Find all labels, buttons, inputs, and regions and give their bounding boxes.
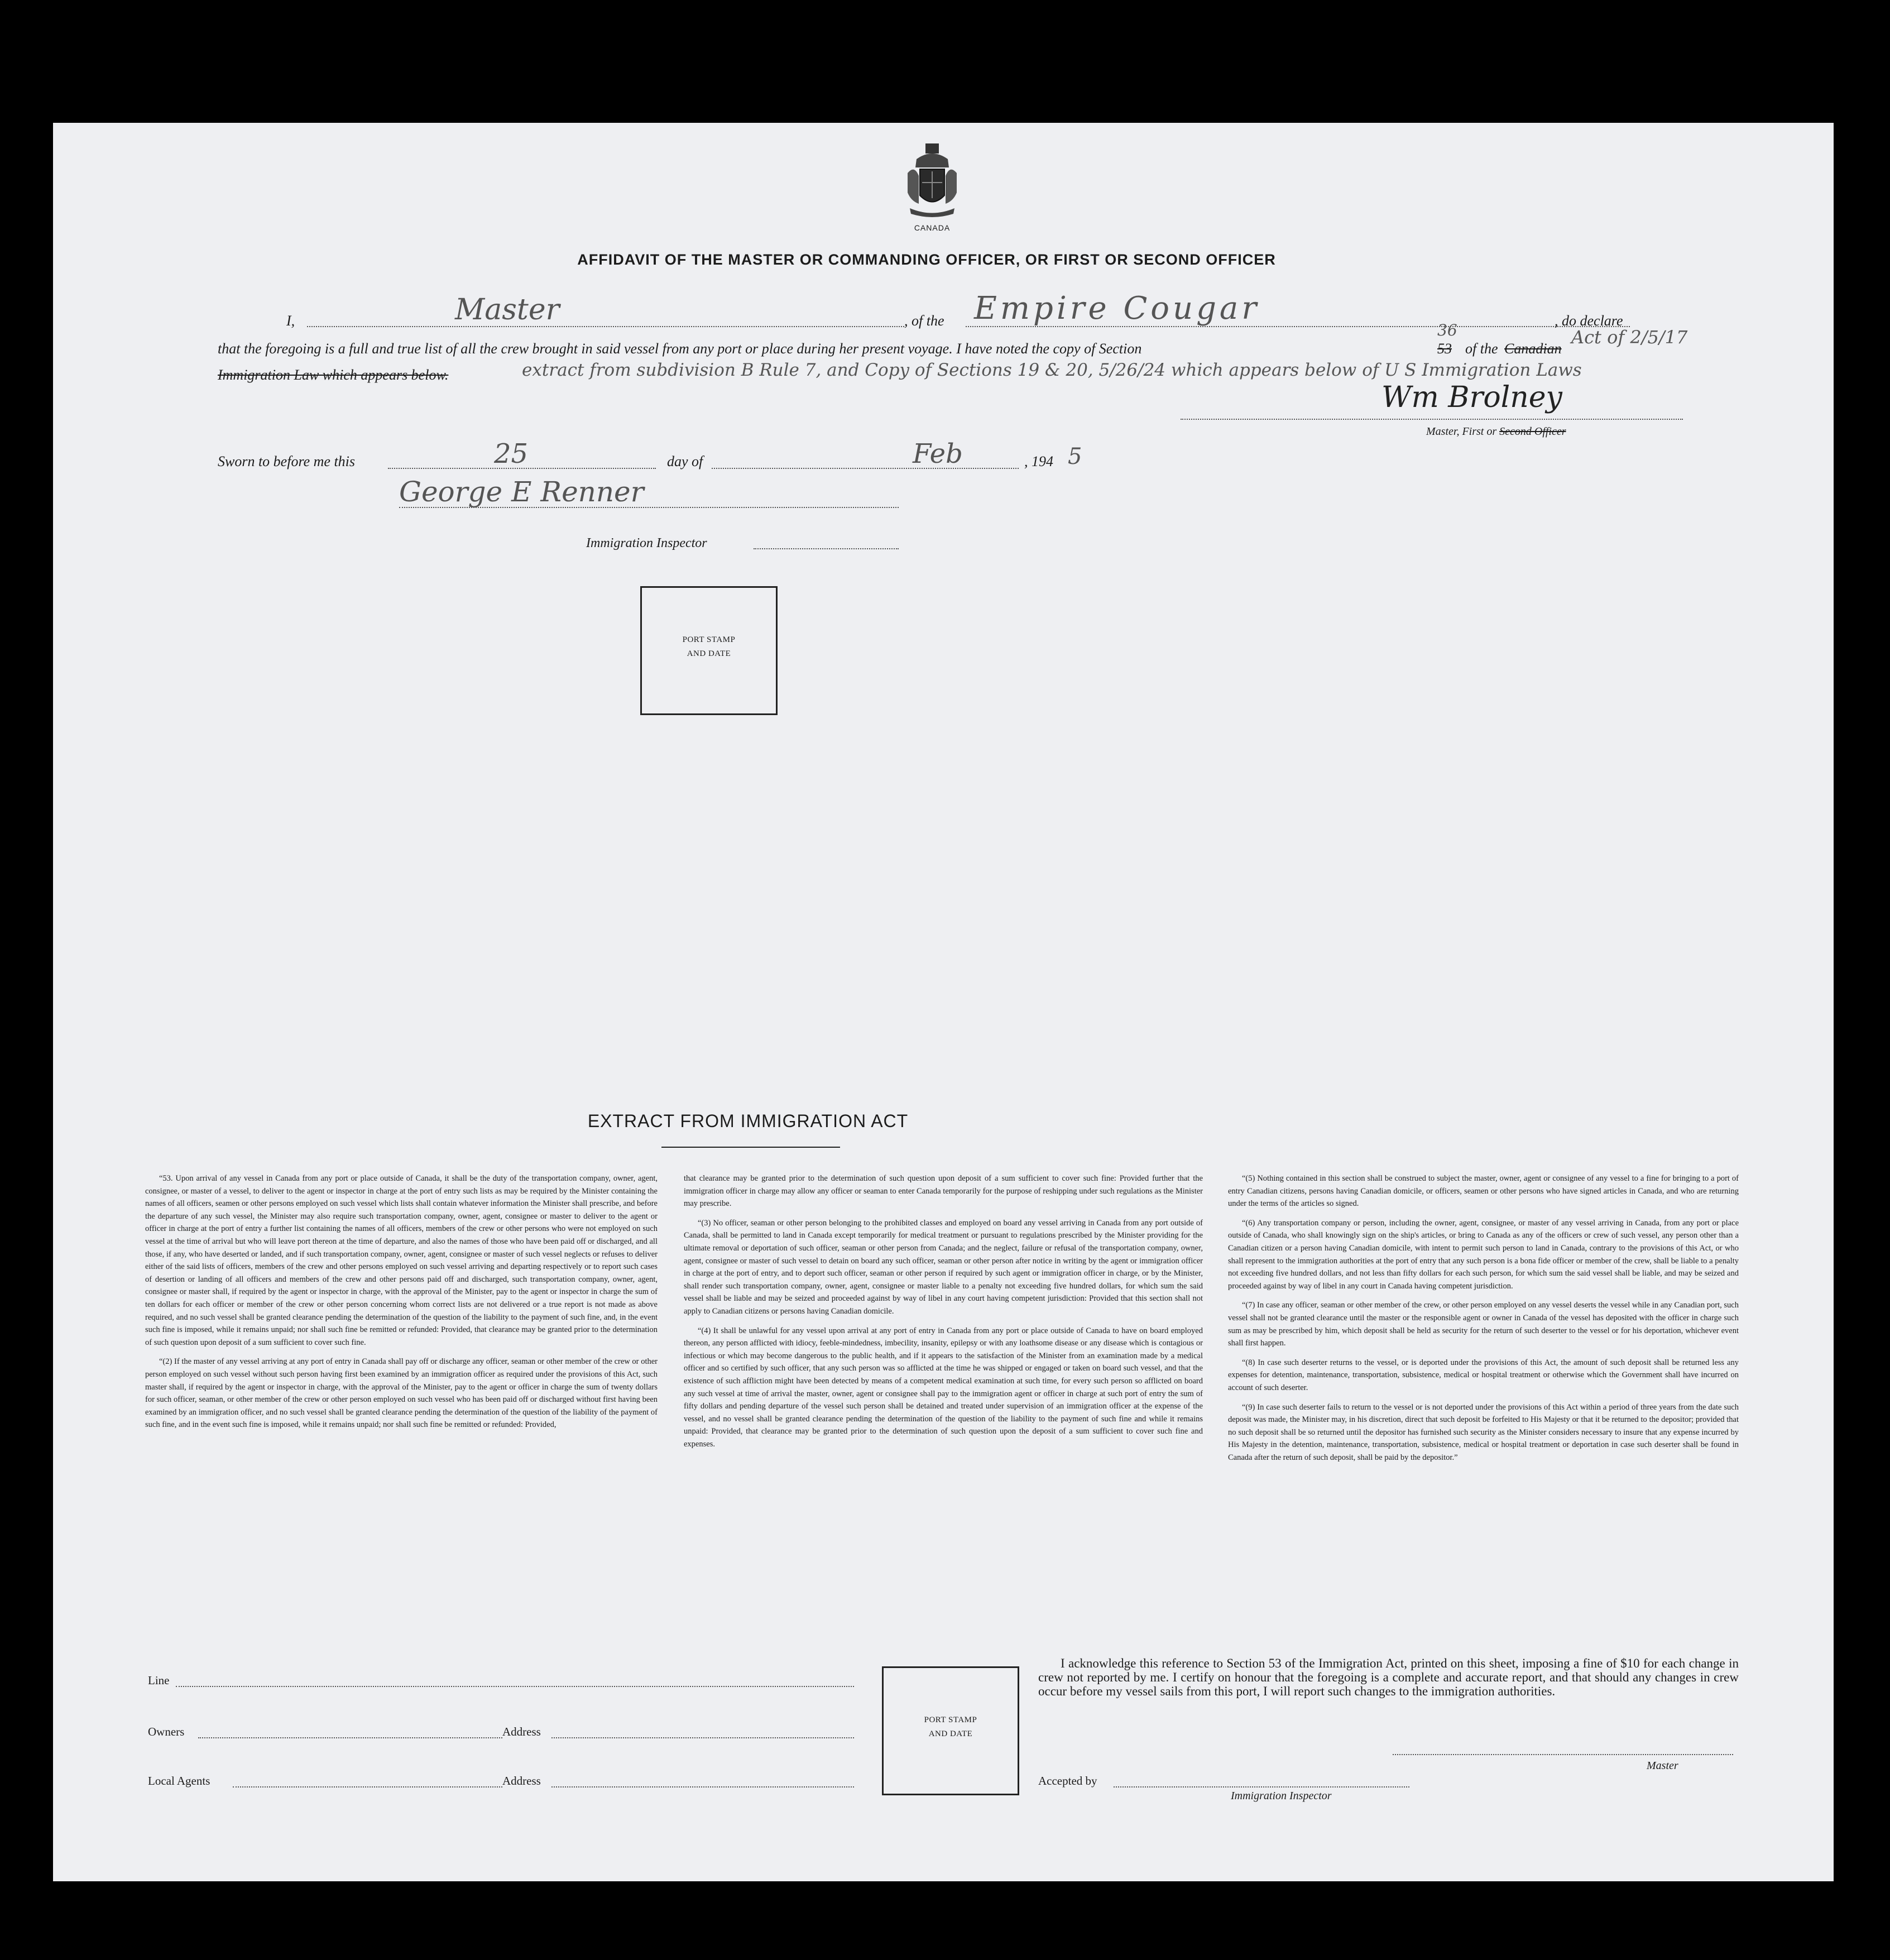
extract-title-rule bbox=[661, 1147, 840, 1148]
sworn-label: Sworn to before me this bbox=[218, 453, 356, 469]
section-53-2-paragraph: “(2) If the master of any vessel arriving at any port of entry in Canada shall pay off or discharge any officer, seaman or other member of the crew or other person employed on such vessel without such person having first been examined by an immigration officer as required under the provisions of this Act, such master shall, if required by the agent or inspector in charge, with the approval of the Minister, pay to the agent or officer in charge the sum of twenty dollars for such officer, seaman, or other member of the crew or other person employed on such vessel who has been paid off or discharged without first having been examined by an immigration officer, and no such vessel shall be granted clearance pending the determination of the question of the liability of the payment of such fine, and in the event such fine is imposed, while it remains unpaid; nor shall such fine be remitted or refunded: Provided, bbox=[145, 1357, 658, 1430]
inspector-label-line bbox=[754, 548, 899, 549]
vessel-handwritten[interactable]: Empire Cougar bbox=[974, 290, 1260, 327]
section-printed-struck: 53 bbox=[1437, 341, 1452, 357]
section-53-8-paragraph: “(8) In case such deserter returns to the vessel, or is deported under the provisions of this Act, the amount of such deposit shall be returned less any expenses for detention, maintenance, transportation, subsistence, medical or hospital treatment or otherwise which the Government shall have incurred on account of such deserter. bbox=[1228, 1358, 1739, 1392]
officer-field-line bbox=[307, 326, 904, 327]
section-handwritten[interactable]: 36 bbox=[1437, 321, 1457, 339]
sworn-month-line bbox=[712, 468, 1019, 469]
act-date-handwritten[interactable]: Act of 2/5/17 bbox=[1571, 327, 1688, 348]
affidavit-page bbox=[53, 123, 1834, 1881]
stamp-label-line1: PORT STAMP bbox=[682, 635, 736, 644]
accepted-by-field[interactable] bbox=[1114, 1786, 1409, 1788]
sworn-day-handwritten[interactable]: 25 bbox=[494, 438, 529, 469]
master-caption-struck: Second Officer bbox=[1499, 425, 1566, 438]
of-the-label-2: of the bbox=[1465, 341, 1498, 357]
master-signature[interactable]: Wm Brolney bbox=[1381, 381, 1562, 414]
officer-handwritten[interactable]: Master bbox=[455, 293, 560, 327]
extract-column-2 bbox=[684, 1172, 1203, 1457]
year-handwritten[interactable]: 5 bbox=[1068, 444, 1082, 469]
owners-label: Owners bbox=[148, 1725, 185, 1738]
section-53-3-paragraph: “(3) No officer, seaman or other person belonging to the prohibited classes and employed on board any vessel arriving in Canada from any port outside of Canada, shall be permitted to land in Canada except temporarily for medical treatment or pursuant to regulations prescribed by the Minister providing for the ultimate removal or deportation of such officer, seaman or other person from Canada; and the neglect, failure or refusal of the transportation company, owner, agent, consignee or master of such vessel to detain on board any such officer, seaman or other person after notice in writing by the agent or immigration officer in charge at the port of entry, and to deport such officer, seaman or other person if required by such agent or immigration officer in charge, or by the Minister, shall render such transportation company, owner, agent, consignee or master liable to a penalty not exceeding five hundred dollars, for which sum the said vessel shall be liable and may be seized and proceeded against by way of libel in any court having competent jurisdiction: Provided that this section shall not apply to Canadian citizens or persons having Canadian domicile. bbox=[684, 1218, 1203, 1316]
section-53-4-paragraph: “(4) It shall be unlawful for any vessel upon arrival at any port of entry in Canada from any port or place outside of Canada to have on board employed thereon, any person afflicted with idiocy, feeble-mindedness, imbecility, insanity, epilepsy or with any loathsome disease or any disease which is contagious or infectious or which may become dangerous to the public health, and if it appears to the satisfaction of the Minister from an examination made by a medical officer and so certified by such officer, that any such person was so afflicted at the time he was shipped or engaged or taken on board such vessel, and that the existence of such affliction might have been detected by means of a competent medical examination at such time, for every such person so afflicted on board any such vessel at time of arrival the master, owner, agent or consignee shall pay to the immigration agent or officer in charge at such port of entry the sum of fifty dollars and pending departure of the vessel such person shall be detained and treated under supervision of an immigration officer at the expense of the vessel, and no vessel shall be granted clearance pending the determination of the question of the liability to the payment of such fine and while it remains unpaid: Provided, that clearance may be granted prior to the determination of such question upon the deposit of a sum sufficient to cover such fine and expenses. bbox=[684, 1326, 1203, 1449]
sections-handwritten[interactable]: extract from subdivision B Rule 7, and Copy of Sections 19 & 20, 5/26/24 which appears below of U S Immigration Laws bbox=[522, 360, 1582, 380]
country-label: CANADA bbox=[914, 223, 951, 232]
extract-title: EXTRACT FROM IMMIGRATION ACT bbox=[587, 1111, 909, 1131]
section-53-7-paragraph: “(7) In case any officer, seaman or other member of the crew, or other person employed on any vessel deserts the vessel while in any Canadian port, such vessel shall not be granted clearance until the master or the responsible agent or owner in Canada of the vessel has deposited with the officer in charge such sum as may be prescribed by him, which deposit shall be held as security for the return of such deserter to the vessel or for his deportation, whichever event shall first happen. bbox=[1228, 1301, 1739, 1348]
inspector-label: Immigration Inspector bbox=[586, 536, 707, 550]
sworn-month-handwritten[interactable]: Feb bbox=[913, 438, 963, 469]
section-53-paragraph: “53. Upon arrival of any vessel in Canada from any port or place outside of Canada, it shall be the duty of the transportation company, owner, agent, consignee, or master of a vessel, to deliver to the agent or inspector in charge at the port of entry such lists as may be required by the Minister containing the names of all officers, seamen or other persons employed on such vessel which lists shall contain whatever information the Minister shall prescribe, and before the departure of any such vessel, the Minister may also require such transportation company, owner, agent, consignee or master to deliver to the agent or officer in charge at the port of entry a further list containing the names of all officers, members of the crew or other persons who were not employed on such vessel at the time of arrival but who will leave port thereon at the time of departure, and also the names of those who have been paid off or discharged, and all those, if any, who have deserted or landed, and if such transportation company, owner, agent, consignee or master of such vessel neglects or refuses to deliver either of the said lists of officers, members of the crew and other persons employed on such vessel arriving and departing respectively or to report such cases of desertion or landing of all officers and members of the crew and other persons paid off and discharged, such transportation company, owner, agent, consignee or master shall, if required by the agent or inspector in charge, with the approval of the Minister, pay to the agent or inspector in charge the sum of ten dollars for each officer or member of the crew or other person concerning whom correct lists are not delivered or a true report is not made as above required, and no such vessel shall be granted clearance pending the determination of the question of the liability to the payment of such fine, and, in the event such fine is imposed, while it remains unpaid; nor shall such fine be remitted or refunded: Provided, that clearance may be granted prior to the determination of such question upon deposit of a sum sufficient to cover such fine. bbox=[145, 1174, 658, 1347]
extract-column-1 bbox=[145, 1172, 658, 1438]
stamp-label-line1: PORT STAMP bbox=[924, 1715, 977, 1724]
year-label: , 194 bbox=[1024, 453, 1053, 469]
agents-address-label: Address bbox=[502, 1774, 541, 1788]
of-the-label: , of the bbox=[904, 313, 944, 329]
pronoun-label: I, bbox=[286, 313, 295, 329]
local-agents-field[interactable] bbox=[233, 1786, 502, 1788]
owners-address-label: Address bbox=[502, 1725, 541, 1738]
stamp-label-line2: AND DATE bbox=[928, 1729, 973, 1738]
declaration-text: that the foregoing is a full and true list of all the crew brought in said vessel from any port or place during her present voyage. I have noted the copy of Section bbox=[218, 341, 1142, 357]
acknowledgement-text: I acknowledge this reference to Section 53 of the Immigration Act, printed on this sheet, imposing a fine of $10 for each change in crew not reported by me. I certify on honour that the foregoing is a complete and accurate report, and that should any changes in crew occur before my vessel sails from this port, I will report such changes to the immigration authorities. bbox=[1038, 1656, 1739, 1698]
footer-inspector-label: Immigration Inspector bbox=[1231, 1790, 1332, 1802]
owners-field[interactable] bbox=[198, 1737, 502, 1738]
do-declare-label: , do declare bbox=[1555, 313, 1623, 329]
line-label: Line bbox=[148, 1674, 170, 1687]
section-53-cont-paragraph: that clearance may be granted prior to the determination of such question upon deposit of a sum sufficient to cover such fine: Provided further that the immigration officer in charge may allow any officer or seaman to enter Canada temporarily for the purpose of reshipping under such regulations as the Minister may prescribe. bbox=[684, 1174, 1203, 1209]
section-53-6-paragraph: “(6) Any transportation company or person, including the owner, agent, consignee, or master of any vessel arriving in Canada, from any port or place outside of Canada, who shall knowingly sign on the ship's articles, or bring to Canada as any of the officers or crew of such vessel, any person other than a Canadian citizen or a person having Canadian domicile, with intent to permit such person to land in Canada, contrary to the provisions of this Act, or who shall represent to the immigration authorities at the port of entry that any such person is a bona fide officer or member of the crew, shall be liable to a penalty not exceeding five hundred dollars, and not less than fifty dollars for each such person, for which sum the said vessel shall be liable, and may be seized and proceeded against by way of libel in any court in Canada having competent jurisdiction. bbox=[1228, 1218, 1739, 1291]
master-caption bbox=[1426, 425, 1566, 438]
coat-of-arms-icon bbox=[904, 142, 960, 218]
port-stamp-box-2 bbox=[882, 1666, 1019, 1795]
canadian-struck: Canadian bbox=[1504, 341, 1562, 357]
immigration-law-struck: Immigration Law which appears below. bbox=[218, 367, 449, 383]
affidavit-title: AFFIDAVIT OF THE MASTER OR COMMANDING OFFICER, OR FIRST OR SECOND OFFICER bbox=[577, 251, 1276, 268]
agents-address-field[interactable] bbox=[551, 1786, 854, 1788]
accepted-by-label: Accepted by bbox=[1038, 1774, 1097, 1788]
master-caption-start: Master, First or bbox=[1426, 425, 1500, 438]
master-label: Master bbox=[1647, 1760, 1678, 1772]
master-sign-line[interactable] bbox=[1393, 1754, 1733, 1755]
day-of-label: day of bbox=[667, 453, 703, 469]
extract-column-3 bbox=[1228, 1172, 1739, 1470]
local-agents-label: Local Agents bbox=[148, 1774, 210, 1788]
section-53-9-paragraph: “(9) In case such deserter fails to return to the vessel or is not deported under the provisions of this Act within a period of three years from the date such deposit was made, the Minister may, in his discretion, direct that such deposit be forfeited to His Majesty or that it be returned to the depositor; provided that no such deposit shall be so returned until the depositor has furnished such security as the Minister considers necessary to insure that any expense incurred by His Majesty in the detention, maintenance, transportation, subsistence, medical or hospital treatment or deportation in case such deserter shall be found in Canada after the return of such deposit, shall be paid by the depositor.” bbox=[1228, 1402, 1739, 1462]
master-signature-line bbox=[1181, 419, 1683, 420]
port-stamp-box bbox=[640, 586, 778, 715]
inspector-signature[interactable]: George E Renner bbox=[399, 476, 644, 508]
line-field[interactable] bbox=[176, 1686, 854, 1687]
stamp-label-line2: AND DATE bbox=[687, 649, 731, 658]
owners-address-field[interactable] bbox=[551, 1737, 854, 1738]
section-53-5-paragraph: “(5) Nothing contained in this section shall be construed to subject the master, owner, agent or consignee of any vessel to a fine for bringing to a port of entry Canadian citizens, persons having Canadian domicile, or officers, seamen or other persons who have signed articles in Canada, and who are returning under the terms of the articles so signed. bbox=[1228, 1174, 1739, 1209]
